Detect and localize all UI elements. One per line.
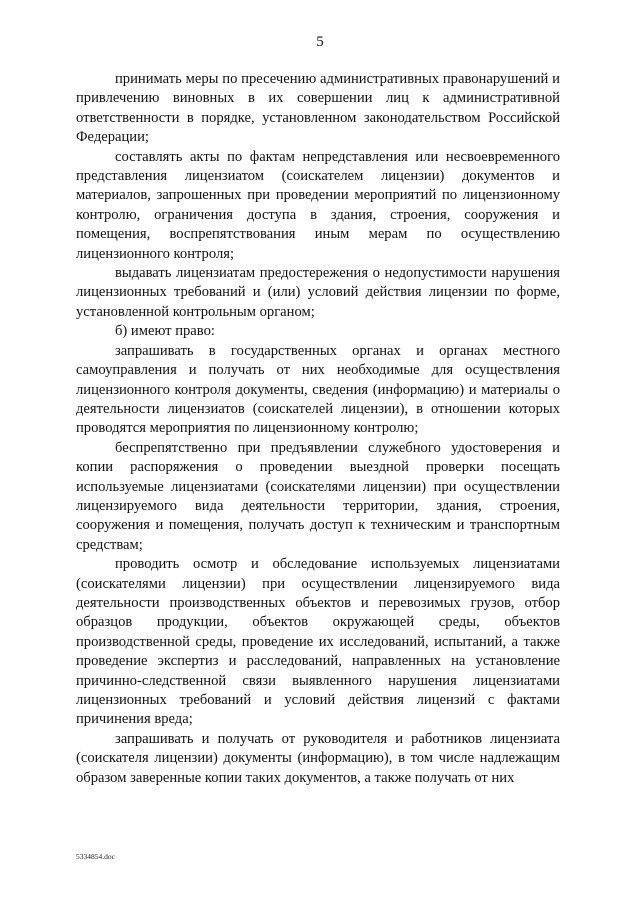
paragraph-compose-acts: составлять акты по фактам непредставления или несвоевременного представления лицензиатом (соискателем лицензии) документов и материалов, запрошенных при проведении мероприятий по лицензионному контролю, ограничения доступа в здания, строения, сооружения и помещения, воспрепятствования иным мерам по осуществлению лицензионного контроля; bbox=[76, 148, 560, 262]
paragraph-rights-heading: б) имеют право: bbox=[115, 323, 215, 340]
document-body bbox=[76, 70, 560, 788]
paragraph-inspect-objects: проводить осмотр и обследование используемых лицензиатами (соискателями лицензии) при осуществлении лицензируемого вида деятельности производственных объектов и перевозимых грузов, отбор образцов продукции, объектов окружающей среды, объектов производственной среды, проведение их исследований, испытаний, а также проведение экспертиз и расследований, направленных на установление причинно-следственной связи выявленного нарушения лицензиатами лицензионных требований и условий действия лицензий с фактами причинения вреда; bbox=[76, 556, 560, 728]
paragraph-request-from-licensee: запрашивать и получать от руководителя и работников лицензиата (соискателя лицензии) документы (информацию), в том числе надлежащим образом заверенные копии таких документов, а также получать от них bbox=[76, 730, 560, 786]
footer-filename: 5334854.doc bbox=[76, 852, 115, 861]
paragraph-visit-premises: беспрепятственно при предъявлении служебного удостоверения и копии распоряжения о проведении выездной проверки посещать используемые лицензиатами (соискателями лицензии) при осуществлении лицензируемого вида деятельности территории, здания, строения, сооружения и помещения, получать доступ к техническим и транспортным средствам; bbox=[76, 439, 560, 553]
paragraph-request-documents: запрашивать в государственных органах и органах местного самоуправления и получать от них необходимые для осуществления лицензионного контроля документы, сведения (информацию) и материалы о деятельности лицензиатов (соискателей лицензии), в отношении которых проводятся мероприятия по лицензионному контролю; bbox=[76, 342, 560, 437]
page-number: 5 bbox=[316, 34, 324, 50]
paragraph-prevent-violations: принимать меры по пресечению административных правонарушений и привлечению виновных в их совершении лиц к административной ответственности в порядке, установленном законодательством Российской Федерации; bbox=[76, 71, 560, 146]
paragraph-issue-warnings: выдавать лицензиатам предостережения о недопустимости нарушения лицензионных требований и (или) условий действия лицензии по форме, установленной контрольным органом; bbox=[76, 265, 560, 320]
